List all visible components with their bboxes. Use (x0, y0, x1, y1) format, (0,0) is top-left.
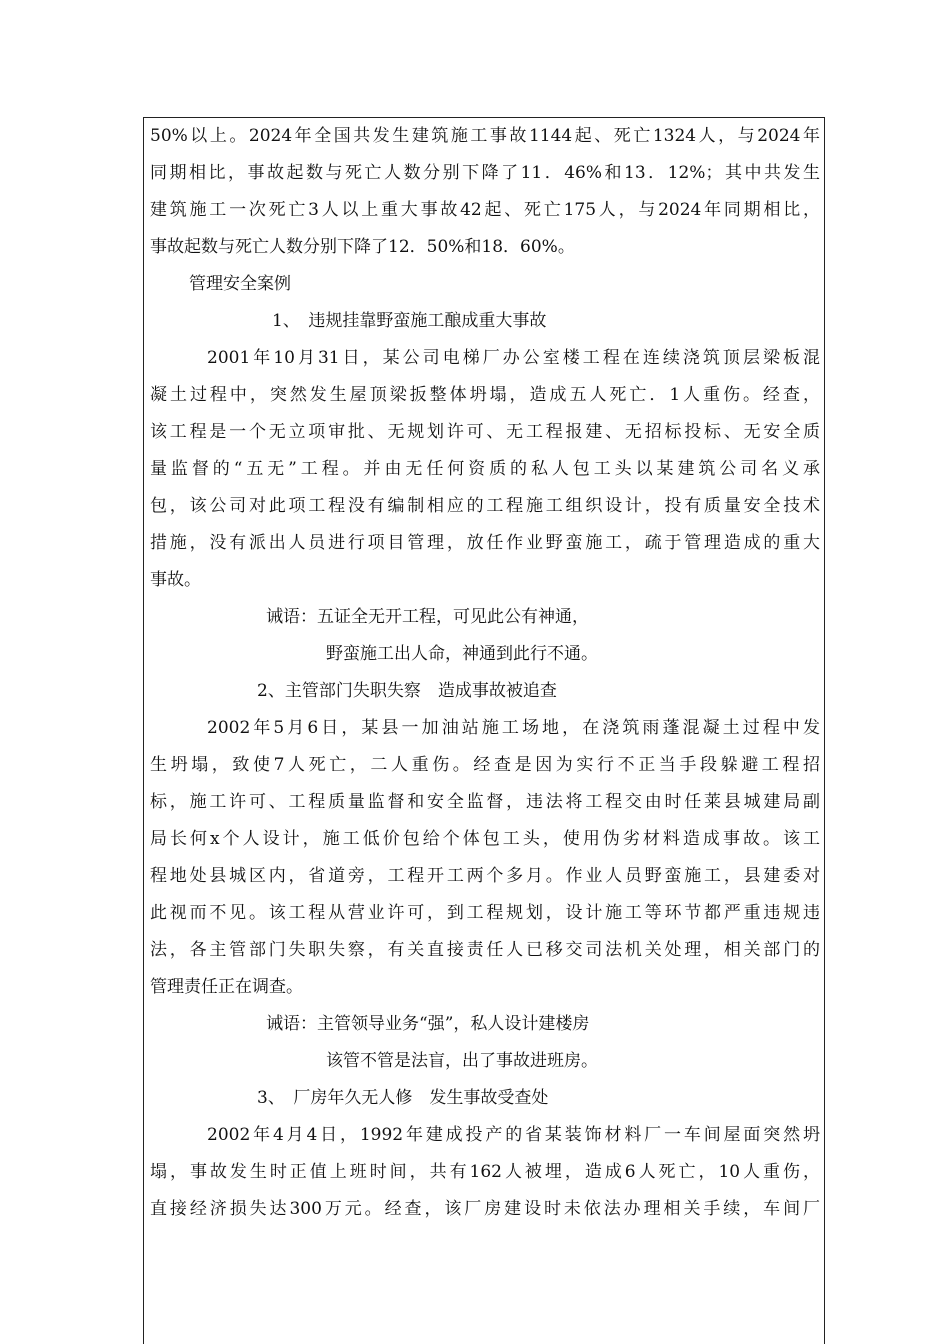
body-text-line: 凝土过程中，突然发生屋顶梁扳整体坍塌，造成五人死亡．1人重伤。经查， (150, 385, 820, 405)
body-text-line: 50%以上。2024年全国共发生建筑施工事故1144起、死亡1324人，与2024年 (150, 126, 820, 146)
body-text-line: 程地处县城区内，省道旁，工程开工两个多月。作业人员野蛮施工，县建委对 (150, 866, 820, 886)
body-text-line: 2001年10月31日，某公司电梯厂办公室楼工程在连续浇筑顶层梁板混 (207, 348, 820, 368)
body-text-line: 管理责任正在调查。 (150, 977, 303, 997)
body-text-line: 同期相比，事故起数与死亡人数分别下降了11．46%和13．12%；其中共发生 (150, 163, 820, 183)
body-text-line: 措施，没有派出人员进行项目管理，放任作业野蛮施工，疏于管理造成的重大 (150, 533, 820, 553)
motto-line: 野蛮施工出人命，神通到此行不通。 (326, 644, 598, 664)
body-text-line: 直接经济损失达300万元。经查，该厂房建设时未依法办理相关手续，车间厂 (150, 1199, 820, 1219)
motto-line: 诫语：五证全无开工程，可见此公有神通， (266, 607, 589, 627)
body-text-line: 事故。 (150, 570, 201, 590)
body-text-line: 生坍塌，致使7人死亡，二人重伤。经查是因为实行不正当手段躲避工程招 (150, 755, 820, 775)
motto-line: 该管不管是法盲，出了事故进班房。 (326, 1051, 598, 1071)
body-text-line: 该工程是一个无立项审批、无规划许可、无工程报建、无招标投标、无安全质 (150, 422, 820, 442)
body-text-line: 2002年5月6日，某县一加油站施工场地，在浇筑雨蓬混凝土过程中发 (207, 718, 820, 738)
body-text-line: 此视而不见。该工程从营业许可，到工程规划，设计施工等环节都严重违规违 (150, 903, 820, 923)
body-text-line: 事故起数与死亡人数分别下降了12．50%和18．60%。 (150, 237, 575, 257)
body-text-line: 包，该公司对此项工程没有编制相应的工程施工组织设计，投有质量安全技术 (150, 496, 820, 516)
case-1-title: 1、 违规挂靠野蛮施工酿成重大事故 (272, 311, 547, 331)
case-3-title: 3、 厂房年久无人修 发生事故受查处 (257, 1088, 549, 1108)
body-text-line: 建筑施工一次死亡3人以上重大事故42起、死亡175人，与2024年同期相比， (150, 200, 820, 220)
body-text-line: 量监督的“五无”工程。并由无任何资质的私人包工头以某建筑公司名义承 (150, 459, 820, 479)
body-text-line: 标，施工许可、工程质量监督和安全监督，违法将工程交由时任莱县城建局副 (150, 792, 820, 812)
case-2-title: 2、主管部门失职失察 造成事故被追查 (257, 681, 557, 701)
motto-line: 诫语：主管领导业务“强”，私人设计建楼房 (266, 1014, 590, 1034)
body-text-line: 塌，事故发生时正值上班时间，共有162人被埋，造成6人死亡，10人重伤， (150, 1162, 820, 1182)
body-text-line: 法，各主管部门失职失察，有关直接责任人已移交司法机关处理，相关部门的 (150, 940, 820, 960)
body-text-line: 局长何x个人设计，施工低价包给个体包工头，使用伪劣材料造成事故。该工 (150, 829, 820, 849)
section-heading: 管理安全案例 (189, 274, 291, 294)
body-text-line: 2002年4月4日，1992年建成投产的省某装饰材料厂一车间屋面突然坍 (207, 1125, 820, 1145)
